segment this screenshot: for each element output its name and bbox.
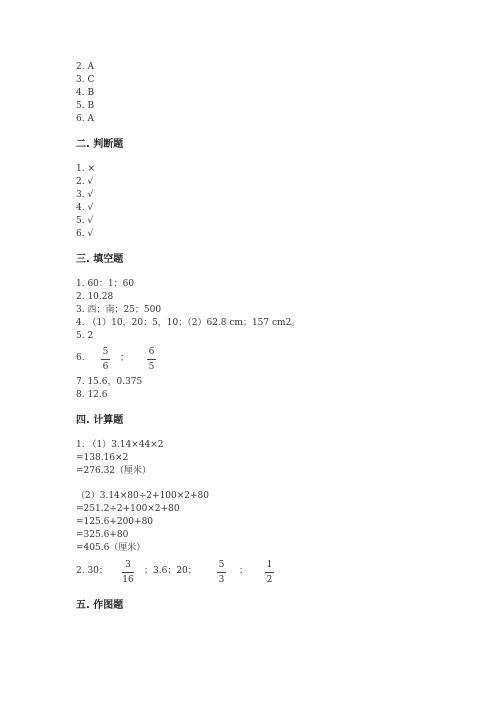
fill-answer-7: 7. 15.6，0.375 [76,377,143,387]
calc-answer-2-prefix: 2. 30； [76,566,108,576]
fraction-numerator: 6 [148,347,155,357]
fraction-denominator: 6 [102,362,109,372]
fill-answer-6-prefix: 6. [76,353,85,363]
fill-answer-6-separator: ； [120,353,130,363]
fraction-denominator: 16 [122,575,134,585]
calc-line: =138.16×2 [76,453,129,463]
fraction-3-16 [122,560,134,586]
fraction-bar [217,572,226,573]
judge-answer-6: 6. √ [76,229,94,239]
fraction-numerator: 3 [125,560,131,570]
calc-line: =325.6+80 [76,530,129,540]
calc-answer-2-middle: ；3.6；20； [144,566,197,576]
judge-answer-5: 5. √ [76,216,94,226]
fraction-denominator: 5 [148,362,155,372]
judge-answer-2: 2. √ [76,177,94,187]
section-title-calc: 四. 计算题 [76,415,124,426]
fill-answer-5: 5. 2 [76,331,94,341]
section-title-draw: 五. 作图题 [76,600,124,611]
fraction-numerator: 1 [266,560,273,570]
fraction-6-5 [147,347,156,373]
calc-line: 1. （1）3.14×44×2 [76,440,164,450]
fraction-denominator: 2 [266,575,273,585]
choice-answer-2: 2. A [76,62,94,72]
fraction-1-2 [265,560,274,586]
judge-answer-1: 1. × [76,164,95,174]
calc-line: =405.6（厘米） [76,543,146,553]
fill-answer-2: 2. 10.28 [76,292,114,302]
judge-answer-3: 3. √ [76,190,94,200]
section-title-fill: 三. 填空题 [76,254,124,265]
fill-answer-4: 4. （1）10，20；5，10；（2）62.8 cm；157 cm2。 [76,318,301,328]
choice-answer-4: 4. B [76,88,95,98]
choice-answer-3: 3. C [76,75,95,85]
fraction-5-6 [101,347,110,373]
calc-answer-2-separator: ； [239,566,249,576]
fraction-5-3 [217,560,226,586]
judge-answer-4: 4. √ [76,203,94,213]
calc-line: =276.32（厘米） [76,466,152,476]
fraction-numerator: 5 [102,347,109,357]
fraction-bar [101,359,110,360]
calc-line: =125.6+200+80 [76,517,154,527]
fraction-denominator: 3 [218,575,225,585]
fill-answer-8: 8. 12.6 [76,390,108,400]
section-title-judge: 二. 判断题 [76,139,124,150]
choice-answer-6: 6. A [76,114,94,124]
fill-answer-3: 3. 西；南；25；500 [76,305,162,315]
fraction-bar [122,572,134,573]
calc-line: （2）3.14×80÷2+100×2+80 [76,491,210,501]
calc-line: =251.2÷2+100×2+80 [76,504,180,514]
choice-answer-5: 5. B [76,101,95,111]
fill-answer-1: 1. 60：1；60 [76,279,135,289]
fraction-bar [265,572,274,573]
fraction-bar [147,359,156,360]
fraction-numerator: 5 [218,560,225,570]
